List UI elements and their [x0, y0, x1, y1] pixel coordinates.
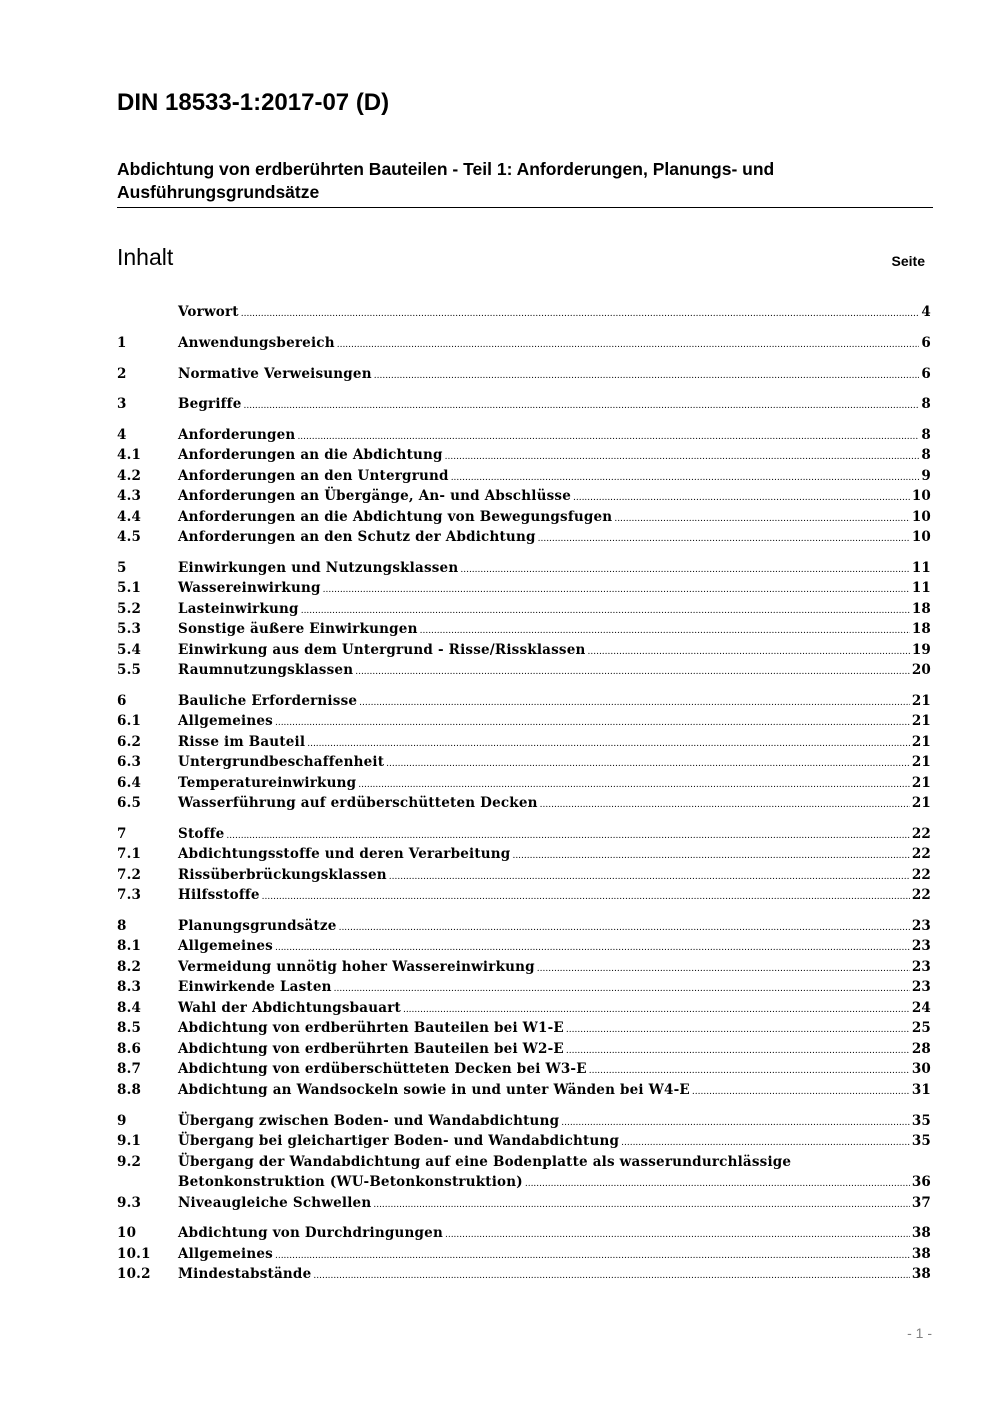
dot-leader	[262, 887, 910, 907]
toc-number: 6.5	[117, 795, 142, 811]
toc-title: Anforderungen an die Abdichtung von Bewegungsfugen	[178, 509, 613, 525]
toc-page: 38	[911, 1225, 931, 1241]
toc-number: 1	[117, 335, 127, 351]
toc-title: Anforderungen an Übergänge, An- und Abschlüsse	[178, 488, 571, 504]
toc-number: 6.1	[117, 713, 142, 729]
toc-number: 4.2	[117, 468, 142, 484]
toc-page: 9	[921, 468, 931, 484]
toc-entry[interactable]	[117, 1244, 931, 1266]
toc-page: 18	[911, 621, 931, 637]
toc-title: Rissüberbrückungsklassen	[178, 867, 387, 883]
toc-page: 23	[911, 938, 931, 954]
toc-number: 10.1	[117, 1246, 151, 1262]
dot-leader	[373, 1195, 909, 1215]
toc-title: Abdichtung von erdberührten Bauteilen bei W2-E	[178, 1041, 564, 1057]
dot-leader	[573, 488, 910, 508]
dot-leader	[445, 447, 920, 467]
dot-leader	[445, 1225, 910, 1245]
toc-number: 7.2	[117, 867, 142, 883]
toc-entry[interactable]	[117, 1264, 931, 1286]
toc-number: 6.4	[117, 775, 142, 791]
dot-leader	[243, 396, 919, 416]
dot-leader	[323, 580, 910, 600]
toc-number: 8.8	[117, 1082, 142, 1098]
toc-page: 21	[911, 795, 931, 811]
toc-number: 5.1	[117, 580, 142, 596]
toc-number: 4.1	[117, 447, 142, 463]
toc-entry[interactable]	[117, 486, 931, 508]
dot-leader	[420, 621, 910, 641]
dot-leader	[451, 468, 920, 488]
toc-title: Übergang bei gleichartiger Boden- und Wandabdichtung	[178, 1133, 620, 1149]
toc-number: 8.1	[117, 938, 142, 954]
dot-leader	[359, 693, 910, 713]
dot-leader	[297, 427, 919, 447]
toc-title: Abdichtung von erdberührten Bauteilen bei W1-E	[178, 1020, 564, 1036]
toc-page: 11	[911, 580, 931, 596]
toc-title: Vorwort	[178, 304, 239, 320]
toc-page: 24	[911, 1000, 931, 1016]
toc-entry[interactable]	[117, 752, 931, 774]
toc-entry[interactable]	[117, 916, 931, 938]
toc-number: 8.5	[117, 1020, 142, 1036]
toc-page: 23	[911, 959, 931, 975]
document-subtitle: Abdichtung von erdberührten Bauteilen - Teil 1: Anforderungen, Planungs- und Ausführungsgrundsätze	[117, 158, 933, 208]
toc-title: Mindestabstände	[178, 1266, 312, 1282]
dot-leader	[589, 1061, 910, 1081]
toc-page: 21	[911, 734, 931, 750]
toc-entry[interactable]	[117, 302, 931, 324]
toc-title: Untergrundbeschaffenheit	[178, 754, 385, 770]
dot-leader	[241, 304, 920, 324]
dot-leader	[355, 662, 910, 682]
toc-page: 10	[911, 509, 931, 525]
toc-page: 36	[911, 1174, 931, 1190]
toc-entry[interactable]	[117, 425, 931, 447]
toc-page: 21	[911, 713, 931, 729]
dot-leader	[403, 1000, 910, 1020]
toc-page: 19	[911, 642, 931, 658]
toc-number: 5.2	[117, 601, 142, 617]
dot-leader	[621, 1133, 910, 1153]
toc-title: Anwendungsbereich	[178, 335, 335, 351]
dot-leader	[512, 846, 909, 866]
toc-number: 8.4	[117, 1000, 142, 1016]
dot-leader	[275, 938, 910, 958]
toc-entry[interactable]	[117, 1080, 931, 1102]
toc-title: Vermeidung unnötig hoher Wassereinwirkung	[178, 959, 535, 975]
toc-entry[interactable]	[117, 1111, 931, 1133]
toc-entry[interactable]	[117, 445, 931, 467]
dot-leader	[460, 560, 909, 580]
toc-number: 10.2	[117, 1266, 151, 1282]
toc-title: Lasteinwirkung	[178, 601, 299, 617]
dot-leader	[525, 1174, 910, 1194]
toc-page: 20	[911, 662, 931, 678]
dot-leader	[389, 867, 910, 887]
dot-leader	[374, 366, 920, 386]
toc-entry[interactable]	[117, 640, 931, 662]
toc-page: 23	[911, 918, 931, 934]
toc-page: 23	[911, 979, 931, 995]
dot-leader	[307, 734, 910, 754]
toc-title: Anforderungen	[178, 427, 296, 443]
toc-page: 4	[921, 304, 931, 320]
document-title: DIN 18533-1:2017-07 (D)	[117, 89, 390, 116]
toc-number: 4.5	[117, 529, 142, 545]
toc-title: Raumnutzungsklassen	[178, 662, 354, 678]
toc-title: Planungsgrundsätze	[178, 918, 337, 934]
toc-entry[interactable]	[117, 977, 931, 999]
toc-title: Einwirkungen und Nutzungsklassen	[178, 560, 459, 576]
dot-leader	[275, 713, 910, 733]
toc-entry[interactable]	[117, 1152, 931, 1194]
toc-title: Anforderungen an die Abdichtung	[178, 447, 443, 463]
toc-title-continued: Betonkonstruktion (WU-Betonkonstruktion)	[178, 1174, 523, 1190]
toc-entry[interactable]	[117, 1039, 931, 1061]
toc-page: 35	[911, 1113, 931, 1129]
toc-number: 7.1	[117, 846, 142, 862]
toc-entry[interactable]	[117, 1223, 931, 1245]
toc-title: Allgemeines	[178, 938, 273, 954]
toc-title: Temperatureinwirkung	[178, 775, 357, 791]
toc-entry[interactable]	[117, 691, 931, 713]
page-column-label: Seite	[891, 253, 925, 269]
toc-number: 10	[117, 1225, 137, 1241]
dot-leader	[337, 335, 920, 355]
toc-entry[interactable]	[117, 732, 931, 754]
toc-title: Hilfsstoffe	[178, 887, 260, 903]
toc-entry[interactable]	[117, 936, 931, 958]
toc-entry[interactable]	[117, 865, 931, 887]
toc-page: 30	[911, 1061, 931, 1077]
toc-page: 10	[911, 488, 931, 504]
toc-number: 9.3	[117, 1195, 142, 1211]
toc-number: 9.1	[117, 1133, 142, 1149]
toc-number: 4.3	[117, 488, 142, 504]
toc-title: Bauliche Erfordernisse	[178, 693, 358, 709]
toc-title: Abdichtungsstoffe und deren Verarbeitung	[178, 846, 511, 862]
toc-title: Einwirkung aus dem Untergrund - Risse/Rissklassen	[178, 642, 586, 658]
toc-entry[interactable]	[117, 507, 931, 529]
toc-entry[interactable]	[117, 1018, 931, 1040]
toc-number: 3	[117, 396, 127, 412]
toc-entry[interactable]	[117, 660, 931, 682]
toc-title: Wahl der Abdichtungsbauart	[178, 1000, 401, 1016]
toc-entry[interactable]	[117, 333, 931, 355]
toc-number: 9	[117, 1113, 127, 1129]
dot-leader	[339, 918, 910, 938]
toc-entry[interactable]	[117, 527, 931, 549]
toc-entry[interactable]	[117, 364, 931, 386]
dot-leader	[588, 642, 910, 662]
toc-title: Übergang zwischen Boden- und Wandabdichtung	[178, 1113, 560, 1129]
toc-page: 21	[911, 754, 931, 770]
toc-title: Anforderungen an den Untergrund	[178, 468, 449, 484]
toc-entry[interactable]	[117, 998, 931, 1020]
toc-number: 6.2	[117, 734, 142, 750]
dot-leader	[538, 529, 910, 549]
toc-page: 22	[911, 826, 931, 842]
toc-entry[interactable]	[117, 619, 931, 641]
toc-page: 8	[921, 427, 931, 443]
toc-page: 8	[921, 396, 931, 412]
toc-number: 5.3	[117, 621, 142, 637]
toc-page: 38	[911, 1266, 931, 1282]
toc-page: 10	[911, 529, 931, 545]
dot-leader	[226, 826, 909, 846]
toc-number: 2	[117, 366, 127, 382]
table-of-contents	[117, 0, 931, 1403]
toc-entry[interactable]	[117, 957, 931, 979]
toc-title: Einwirkende Lasten	[178, 979, 332, 995]
toc-entry[interactable]	[117, 885, 931, 907]
dot-leader	[386, 754, 910, 774]
toc-number: 5.5	[117, 662, 142, 678]
toc-page: 22	[911, 867, 931, 883]
toc-number: 8.3	[117, 979, 142, 995]
toc-entry[interactable]	[117, 578, 931, 600]
toc-title: Allgemeines	[178, 713, 273, 729]
toc-page: 31	[911, 1082, 931, 1098]
dot-leader	[313, 1266, 909, 1286]
toc-page: 22	[911, 846, 931, 862]
toc-number: 8.6	[117, 1041, 142, 1057]
toc-page: 18	[911, 601, 931, 617]
toc-title: Anforderungen an den Schutz der Abdichtung	[178, 529, 536, 545]
toc-entry[interactable]	[117, 466, 931, 488]
toc-number: 6.3	[117, 754, 142, 770]
toc-number: 5	[117, 560, 127, 576]
toc-number: 5.4	[117, 642, 142, 658]
toc-entry[interactable]	[117, 558, 931, 580]
toc-number: 6	[117, 693, 127, 709]
toc-page: 11	[911, 560, 931, 576]
toc-title: Sonstige äußere Einwirkungen	[178, 621, 418, 637]
toc-entry[interactable]	[117, 1193, 931, 1215]
dot-leader	[566, 1041, 910, 1061]
dot-leader	[540, 795, 910, 815]
toc-page: 6	[921, 366, 931, 382]
toc-page: 35	[911, 1133, 931, 1149]
toc-page: 21	[911, 693, 931, 709]
toc-title: Niveaugleiche Schwellen	[178, 1195, 372, 1211]
toc-entry[interactable]	[117, 394, 931, 416]
toc-number: 8	[117, 918, 127, 934]
dot-leader	[275, 1246, 910, 1266]
toc-number: 8.2	[117, 959, 142, 975]
contents-heading: Inhalt	[117, 244, 174, 270]
toc-entry[interactable]	[117, 1059, 931, 1081]
toc-entry[interactable]	[117, 599, 931, 621]
toc-entry[interactable]	[117, 824, 931, 846]
toc-entry[interactable]	[117, 1131, 931, 1153]
dot-leader	[692, 1082, 910, 1102]
dot-leader	[358, 775, 910, 795]
toc-page: 8	[921, 447, 931, 463]
toc-title: Übergang der Wandabdichtung auf eine Bodenplatte als wasserundurchlässige	[178, 1154, 792, 1170]
toc-entry[interactable]	[117, 793, 931, 815]
dot-leader	[334, 979, 910, 999]
toc-entry[interactable]	[117, 773, 931, 795]
toc-title: Normative Verweisungen	[178, 366, 372, 382]
toc-title: Stoffe	[178, 826, 225, 842]
toc-title: Wassereinwirkung	[178, 580, 321, 596]
dot-leader	[566, 1020, 910, 1040]
dot-leader	[537, 959, 910, 979]
toc-entry[interactable]	[117, 844, 931, 866]
toc-title: Wasserführung auf erdüberschütteten Decken	[178, 795, 538, 811]
toc-title: Allgemeines	[178, 1246, 273, 1262]
toc-number: 7.3	[117, 887, 142, 903]
toc-number: 4	[117, 427, 127, 443]
toc-title: Risse im Bauteil	[178, 734, 306, 750]
toc-title: Begriffe	[178, 396, 242, 412]
dot-leader	[561, 1113, 910, 1133]
toc-page: 37	[911, 1195, 931, 1211]
dot-leader	[614, 509, 909, 529]
toc-title: Abdichtung von erdüberschütteten Decken bei W3-E	[178, 1061, 587, 1077]
toc-page: 6	[921, 335, 931, 351]
toc-page: 38	[911, 1246, 931, 1262]
toc-page: 28	[911, 1041, 931, 1057]
toc-page: 25	[911, 1020, 931, 1036]
toc-title: Abdichtung an Wandsockeln sowie in und unter Wänden bei W4-E	[178, 1082, 690, 1098]
toc-number: 8.7	[117, 1061, 142, 1077]
toc-entry[interactable]	[117, 711, 931, 733]
toc-page: 21	[911, 775, 931, 791]
toc-title: Abdichtung von Durchdringungen	[178, 1225, 443, 1241]
toc-number: 9.2	[117, 1154, 142, 1170]
page-number: - 1 -	[907, 1325, 932, 1341]
toc-number: 7	[117, 826, 127, 842]
toc-page: 22	[911, 887, 931, 903]
toc-number: 4.4	[117, 509, 142, 525]
dot-leader	[301, 601, 910, 621]
